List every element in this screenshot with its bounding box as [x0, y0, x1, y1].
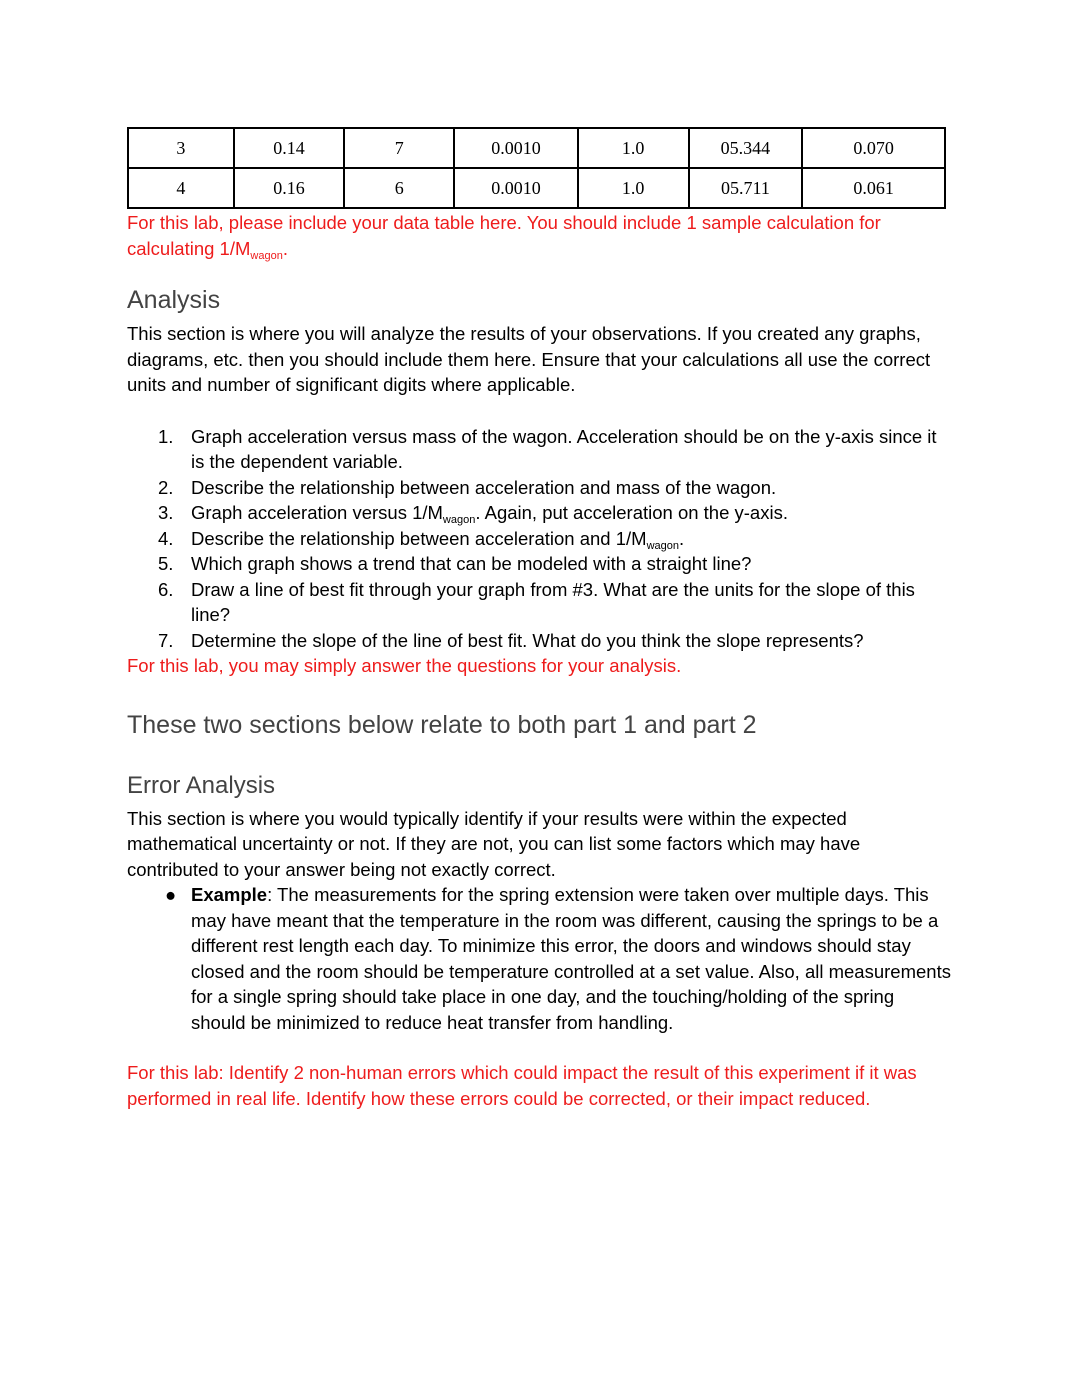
table-row: [128, 128, 945, 168]
table-cell: 0.16: [234, 168, 345, 208]
table-cell: 0.0010: [454, 168, 578, 208]
table-instruction: For this lab, please include your data table here. You should include 1 sample calculation for calculating $1/M_{wagon}$.: [127, 212, 881, 262]
table-row: [128, 168, 945, 208]
error-analysis-intro: This section is where you would typically identify if your results were within the expected mathematical uncertainty or not. If they are not, you can list some factors which may have contributed to your answer being not exactly correct.: [127, 807, 861, 880]
table-cell: 0.061: [802, 168, 945, 208]
table-cell: 05.711: [689, 168, 803, 208]
list-item: 6. Draw a line of best fit through your graph from #3. What are the units for the slope of this line?: [158, 578, 915, 625]
data-table: [127, 127, 946, 209]
error-analysis-instruction: For this lab: Identify 2 non-human errors which could impact the result of this experiment if it was performed in real life. Identify how these errors could be corrected, or their impact reduced.: [127, 1062, 917, 1109]
sections-heading: These two sections below relate to both part 1 and part 2: [127, 710, 757, 739]
list-item: 4. Describe the relationship between acceleration and $1/M_{wagon}$.: [158, 527, 685, 552]
list-item: 3. Graph acceleration versus $1/M_{wagon}$. Again, put acceleration on the y-axis.: [158, 502, 788, 526]
table-cell: 0.070: [802, 128, 945, 168]
list-item: 2. Describe the relationship between acceleration and mass of the wagon.: [158, 476, 777, 498]
table-cell: 0.14: [234, 128, 345, 168]
error-analysis-heading: Error Analysis: [127, 771, 276, 799]
list-item: 7. Determine the slope of the line of best fit. What do you think the slope represents?: [158, 629, 864, 651]
table-cell: 1.0: [578, 128, 689, 168]
list-item: 5. Which graph shows a trend that can be modeled with a straight line?: [158, 553, 752, 574]
error-example-list: [127, 882, 953, 1035]
table-cell: 05.344: [689, 128, 803, 168]
analysis-intro: This section is where you will analyze the results of your observations. If you created any graphs, diagrams, etc. then you should include them here. Ensure that your calculations all use the correct units and number of significant digits where applicable.: [127, 323, 931, 395]
list-item: ● Example: The measurements for the spring extension were taken over multiple days. This may have meant that the temperature in the room was different, causing the springs to be a different rest length each day. To minimize this error, the doors and windows should stay closed and the room should be temperature controlled at a set value. Also, all measurements for a single spring should take place in one day, and the touching/holding of the spring should be minimized to reduce heat transfer from handling.: [165, 884, 951, 1033]
table-cell: 4: [128, 168, 234, 208]
table-cell: 7: [344, 128, 454, 168]
document-page: [127, 127, 953, 1111]
bullet-icon: ●: [165, 884, 177, 905]
analysis-question-list: [127, 424, 953, 654]
table-cell: 0.0010: [454, 128, 578, 168]
analysis-instruction: For this lab, you may simply answer the questions for your analysis.: [127, 655, 682, 676]
table-cell: 6: [344, 168, 454, 208]
table-cell: 1.0: [578, 168, 689, 208]
table-cell: 3: [128, 128, 234, 168]
list-item: 1. Graph acceleration versus mass of the wagon. Acceleration should be on the y-axis since it is the dependent variable.: [158, 425, 937, 472]
analysis-heading: Analysis: [127, 286, 221, 314]
